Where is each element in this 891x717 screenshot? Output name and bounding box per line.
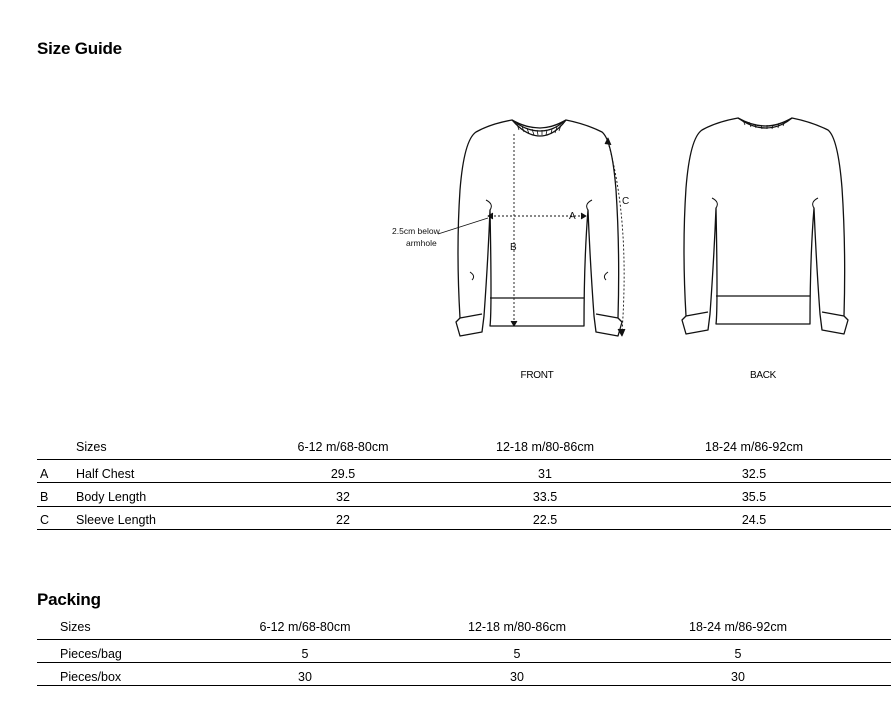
front-sweatshirt: [456, 120, 622, 336]
size-header-col3: 18-24 m/86-92cm: [705, 440, 803, 454]
table-cell: 29.5: [330, 467, 356, 481]
packing-header-col1: 6-12 m/68-80cm: [259, 620, 351, 634]
sweatshirt-diagram: [380, 100, 860, 345]
front-caption: FRONT: [520, 370, 554, 381]
table-cell: 22: [336, 513, 350, 527]
packing-table-rule: [37, 639, 891, 640]
armhole-note-line2: armhole: [406, 238, 437, 248]
label-a: A: [569, 211, 576, 222]
size-guide-title: Size Guide: [37, 39, 122, 58]
back-caption: BACK: [749, 370, 777, 381]
table-cell: 22.5: [532, 513, 558, 527]
armhole-note-line1: 2.5cm below: [392, 226, 440, 236]
row-code: B: [40, 490, 49, 504]
packing-header-col2: 12-18 m/80-86cm: [468, 620, 566, 634]
table-cell: 35.5: [741, 490, 767, 504]
label-b: B: [510, 242, 517, 253]
back-sweatshirt: [682, 118, 848, 334]
label-c: C: [622, 196, 630, 207]
table-cell: 30: [298, 670, 312, 684]
packing-table-rule: [37, 685, 891, 686]
packing-title: Packing: [37, 590, 101, 609]
size-table-rule: [37, 506, 891, 507]
row-code: A: [40, 467, 49, 481]
table-cell: 5: [734, 647, 742, 661]
table-cell: 5: [513, 647, 521, 661]
table-cell: 31: [538, 467, 552, 481]
table-cell: 30: [731, 670, 745, 684]
size-header-col2: 12-18 m/80-86cm: [496, 440, 594, 454]
table-cell: 5: [301, 647, 309, 661]
packing-header-label: Sizes: [60, 620, 91, 634]
table-cell: 33.5: [532, 490, 558, 504]
size-header-col1: 6-12 m/68-80cm: [297, 440, 389, 454]
size-header-label: Sizes: [76, 440, 107, 454]
measurement-lines: [438, 134, 625, 336]
table-cell: 24.5: [741, 513, 767, 527]
table-cell: 32: [336, 490, 350, 504]
packing-header-col3: 18-24 m/86-92cm: [689, 620, 787, 634]
size-table-rule: [37, 459, 891, 460]
table-cell: 32.5: [741, 467, 767, 481]
row-label: Pieces/bag: [60, 647, 122, 661]
row-label: Body Length: [76, 490, 147, 504]
row-label: Pieces/box: [60, 670, 122, 684]
size-table-rule: [37, 482, 891, 483]
packing-table-rule: [37, 662, 891, 663]
table-cell: 30: [510, 670, 524, 684]
row-code: C: [40, 513, 50, 527]
row-label: Half Chest: [76, 467, 135, 481]
size-table-rule: [37, 529, 891, 530]
row-label: Sleeve Length: [76, 513, 156, 527]
